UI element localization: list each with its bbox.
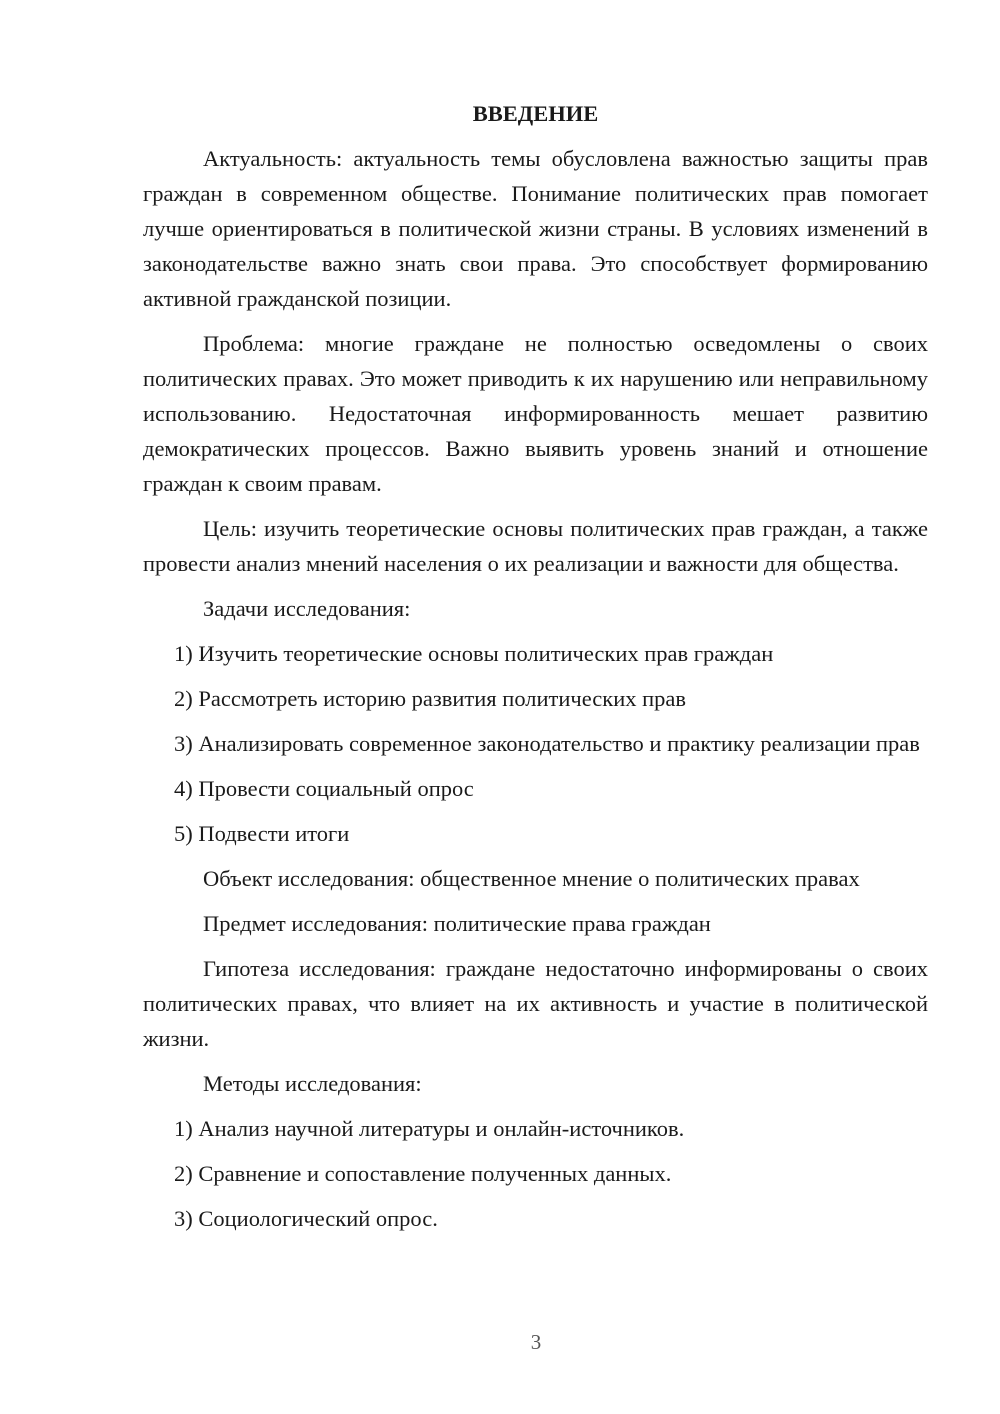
task-item-2: 2) Рассмотреть историю развития политических прав bbox=[174, 686, 687, 711]
method-item-1: 1) Анализ научной литературы и онлайн-источников. bbox=[174, 1116, 685, 1141]
task-item-3: 3) Анализировать современное законодательство и практику реализации прав bbox=[174, 731, 920, 756]
method-item-3: 3) Социологический опрос. bbox=[174, 1206, 438, 1231]
hypothesis-paragraph: Гипотеза исследования: граждане недостаточно информированы о своих политических правах, что влияет на их активность и участие в политической жизни. bbox=[143, 956, 928, 1051]
goal-paragraph: Цель: изучить теоретические основы политических прав граждан, а также провести анализ мнений населения о их реализации и важности для общества. bbox=[143, 516, 928, 576]
tasks-label: Задачи исследования: bbox=[203, 596, 411, 621]
problem-paragraph: Проблема: многие граждане не полностью осведомлены о своих политических правах. Это может приводить к их нарушению или неправильному использованию. Недостаточная информированность мешает развитию демократических процессов. Важно выявить уровень знаний и отношение граждан к своим правам. bbox=[143, 331, 928, 496]
subject-line: Предмет исследования: политические права граждан bbox=[203, 911, 711, 936]
task-item-1: 1) Изучить теоретические основы политических прав граждан bbox=[174, 641, 774, 666]
section-heading: ВВЕДЕНИЕ bbox=[472, 101, 599, 126]
task-item-5: 5) Подвести итоги bbox=[174, 821, 350, 846]
page-number: 3 bbox=[530, 1330, 542, 1354]
object-line: Объект исследования: общественное мнение о политических правах bbox=[203, 866, 860, 891]
method-item-2: 2) Сравнение и сопоставление полученных данных. bbox=[174, 1161, 672, 1186]
actuality-paragraph: Актуальность: актуальность темы обусловлена важностью защиты прав граждан в современном обществе. Понимание политических прав помогает лучше ориентироваться в политической жизни страны. В условиях изменений в законодательстве важно знать свои права. Это способствует формированию активной гражданской позиции. bbox=[143, 146, 928, 311]
methods-label: Методы исследования: bbox=[203, 1071, 422, 1096]
task-item-4: 4) Провести социальный опрос bbox=[174, 776, 474, 801]
